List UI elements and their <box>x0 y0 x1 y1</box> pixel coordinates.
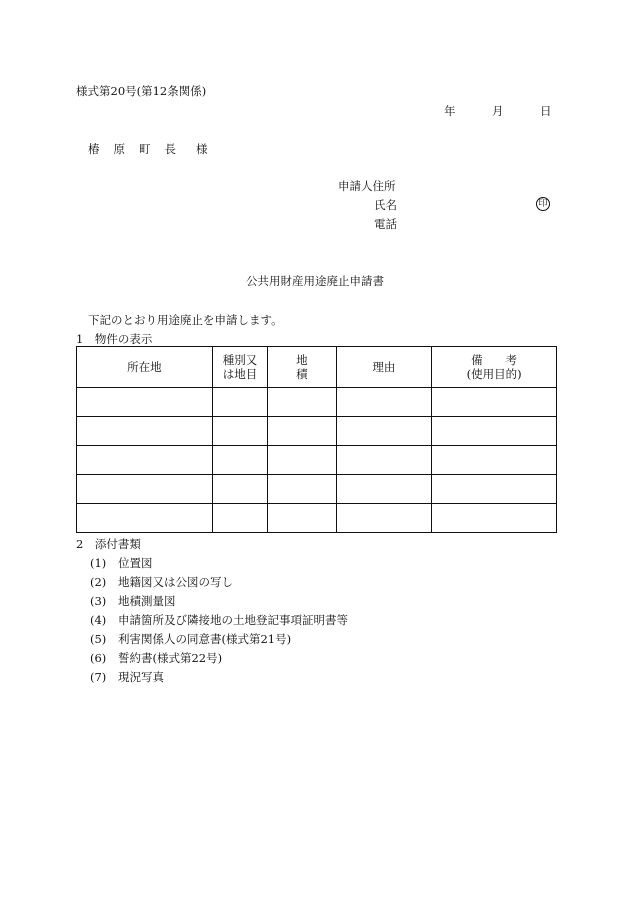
table-cell[interactable] <box>336 446 432 475</box>
list-item <box>90 651 348 670</box>
section2-heading: 2 添付書類 <box>76 537 141 551</box>
attachment-number: (5) <box>90 632 107 646</box>
date-year-label: 年 <box>444 104 456 118</box>
form-number: 様式第20号(第12条関係) <box>76 84 207 98</box>
attachment-text: 現況写真 <box>118 670 164 684</box>
list-item <box>90 575 348 594</box>
table-cell[interactable] <box>212 475 267 504</box>
header-location: 所在地 <box>77 347 213 388</box>
table-row <box>77 504 557 533</box>
table-cell[interactable] <box>77 388 213 417</box>
attachment-number: (6) <box>90 651 107 665</box>
intro-text: 下記のとおり用途廃止を申請します。 <box>88 313 283 327</box>
date-day-label: 日 <box>540 104 552 118</box>
property-table <box>76 346 557 533</box>
table-cell[interactable] <box>336 417 432 446</box>
applicant-name-label: 氏名 <box>374 198 397 212</box>
list-item <box>90 556 348 575</box>
table-row <box>77 475 557 504</box>
applicant-address-label: 申請人住所 <box>338 179 396 193</box>
table-cell[interactable] <box>432 388 557 417</box>
header-type <box>212 347 267 388</box>
list-item <box>90 594 348 613</box>
attachment-list <box>90 556 348 689</box>
table-cell[interactable] <box>432 504 557 533</box>
table-cell[interactable] <box>77 446 213 475</box>
attachment-number: (1) <box>90 556 107 570</box>
date-line <box>0 104 630 118</box>
attachment-text: 地積測量図 <box>118 594 176 608</box>
header-type-line1: 種別又 <box>222 353 258 367</box>
attachment-number: (3) <box>90 594 107 608</box>
table-cell[interactable] <box>77 475 213 504</box>
table-cell[interactable] <box>212 504 267 533</box>
attachment-text: 位置図 <box>118 556 153 570</box>
table-row <box>77 417 557 446</box>
header-notes-line1: 備 考 <box>471 353 518 367</box>
document-title: 公共用財産用途廃止申請書 <box>246 274 384 288</box>
table-cell[interactable] <box>212 446 267 475</box>
table-cell[interactable] <box>336 475 432 504</box>
table-cell[interactable] <box>268 388 336 417</box>
header-type-line2: は地目 <box>222 367 258 381</box>
table-cell[interactable] <box>432 446 557 475</box>
table-cell[interactable] <box>268 417 336 446</box>
addressee <box>88 142 208 156</box>
table-cell[interactable] <box>432 475 557 504</box>
addressee-suffix: 様 <box>196 142 208 156</box>
table-cell[interactable] <box>268 475 336 504</box>
attachment-text: 利害関係人の同意書(様式第21号) <box>118 632 292 646</box>
list-item <box>90 670 348 689</box>
table-cell[interactable] <box>336 388 432 417</box>
table-row <box>77 388 557 417</box>
list-item <box>90 613 348 632</box>
table-cell[interactable] <box>212 388 267 417</box>
attachment-text: 地籍図又は公図の写し <box>118 575 233 589</box>
addressee-name: 椿原町長 <box>88 142 190 156</box>
section1-heading: 1 物件の表示 <box>76 332 153 346</box>
header-area: 地積 <box>268 347 336 388</box>
table-cell[interactable] <box>268 446 336 475</box>
attachment-text: 申請箇所及び隣接地の土地登記事項証明書等 <box>118 613 348 627</box>
list-item <box>90 632 348 651</box>
attachment-number: (2) <box>90 575 107 589</box>
table-cell[interactable] <box>336 504 432 533</box>
header-reason: 理由 <box>336 347 432 388</box>
table-row <box>77 446 557 475</box>
seal-mark: 印 <box>536 197 550 211</box>
attachment-number: (4) <box>90 613 107 627</box>
table-cell[interactable] <box>212 417 267 446</box>
header-notes <box>432 347 557 388</box>
date-month-label: 月 <box>492 104 504 118</box>
attachment-number: (7) <box>90 670 107 684</box>
table-header-row <box>77 347 557 388</box>
attachment-text: 誓約書(様式第22号) <box>118 651 223 665</box>
header-notes-line2: (使用目的) <box>466 367 522 381</box>
table-cell[interactable] <box>77 504 213 533</box>
table-cell[interactable] <box>77 417 213 446</box>
applicant-phone-label: 電話 <box>374 217 397 231</box>
table-cell[interactable] <box>432 417 557 446</box>
table-cell[interactable] <box>268 504 336 533</box>
